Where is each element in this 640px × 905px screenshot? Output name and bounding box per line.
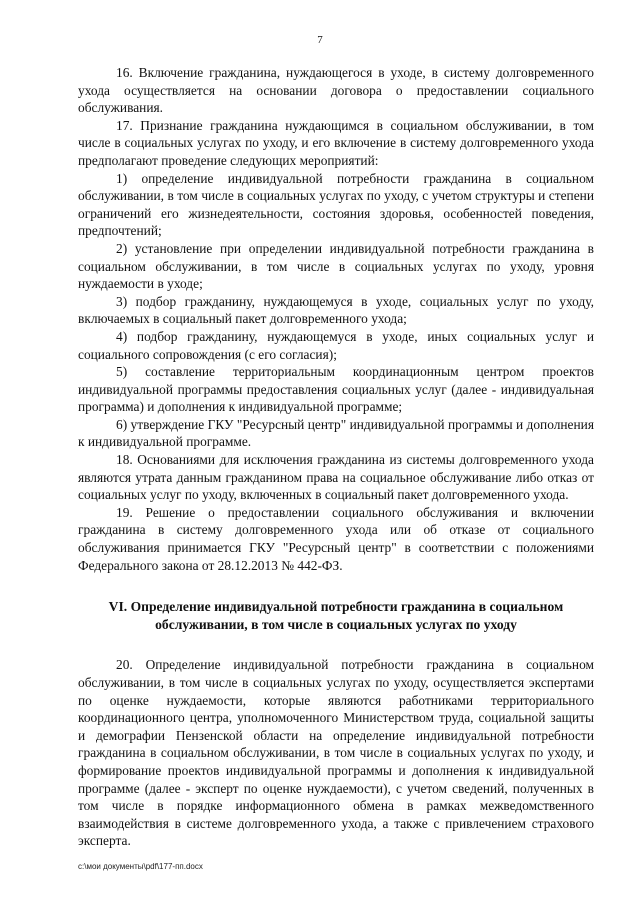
list-item-1: 1) определение индивидуальной потребности гражданина в социальном обслуживании, в том числе в социальных услугах по уходу, с учетом структуры и степени ограничений его жизнедеятельности, состояния здоровья, особенностей поведения, предпочтений;	[78, 170, 594, 239]
list-item-3: 3) подбор гражданину, нуждающемуся в уходе, социальных услуг по уходу, включаемых в социальный пакет долговременного ухода;	[78, 293, 594, 327]
section-heading: VI. Определение индивидуальной потребности гражданина в социальном обслуживании, в том числе в социальных услугах по уходу	[108, 599, 564, 632]
paragraph-17: 17. Признание гражданина нуждающимся в социальном обслуживании, в том числе в социальных услугах по уходу, и его включение в систему долговременного ухода предполагают проведение следующих мероприятий:	[78, 117, 594, 168]
list-item-6: 6) утверждение ГКУ "Ресурсный центр" индивидуальной программы и дополнения к индивидуальной программе.	[78, 416, 594, 450]
paragraph-18: 18. Основаниями для исключения гражданина из системы долговременного ухода являются утрата данным гражданином права на социальное обслуживание либо отказ от социальных услуг по уходу, включенных в социальный пакет долговременного ухода.	[78, 452, 594, 503]
page-number: 7	[317, 34, 323, 46]
list-item-4: 4) подбор гражданину, нуждающемуся в уходе, иных социальных услуг и социального сопровождения (с его согласия);	[78, 328, 594, 362]
paragraph-20: 20. Определение индивидуальной потребности гражданина в социальном обслуживании, в том числе в социальных услугах по уходу, осуществляется экспертами по оценке нуждаемости, которые являются работниками территориального координационного центра, уполномоченного Министерством труда, социальной защиты и демографии Пензенской области на определение индивидуальной потребности гражданина в социальном обслуживании, в том числе в социальных услугах по уходу, и формирование проектов индивидуальной программы и дополнения к индивидуальной программе (далее - эксперт по оценке нуждаемости), с учетом сведений, полученных в том числе в порядке информационного обмена в рамках межведомственного взаимодействия в системе долговременного ухода, а также с привлечением страхового эксперта.	[78, 657, 594, 849]
paragraph-19: 19. Решение о предоставлении социального обслуживания и включении гражданина в систему долговременного ухода или об отказе от социального обслуживания принимается ГКУ "Ресурсный центр" в соответствии с положениями Федерального закона от 28.12.2013 № 442-ФЗ.	[78, 504, 594, 573]
paragraph-16: 16. Включение гражданина, нуждающегося в уходе, в систему долговременного ухода осуществляется на основании договора о предоставлении социального обслуживания.	[78, 65, 594, 116]
list-item-2: 2) установление при определении индивидуальной потребности гражданина в социальном обслуживании, в том числе в социальных услугах по уходу, уровня нуждаемости в уходе;	[78, 240, 594, 292]
list-item-5: 5) составление территориальным координационным центром проектов индивидуальной программы предоставления социальных услуг (далее - индивидуальная программа) и дополнения к индивидуальной программе;	[78, 364, 594, 415]
footer-file-path: c:\мои документы\pdf\177-пп.docx	[78, 862, 203, 871]
document-body	[78, 64, 594, 850]
